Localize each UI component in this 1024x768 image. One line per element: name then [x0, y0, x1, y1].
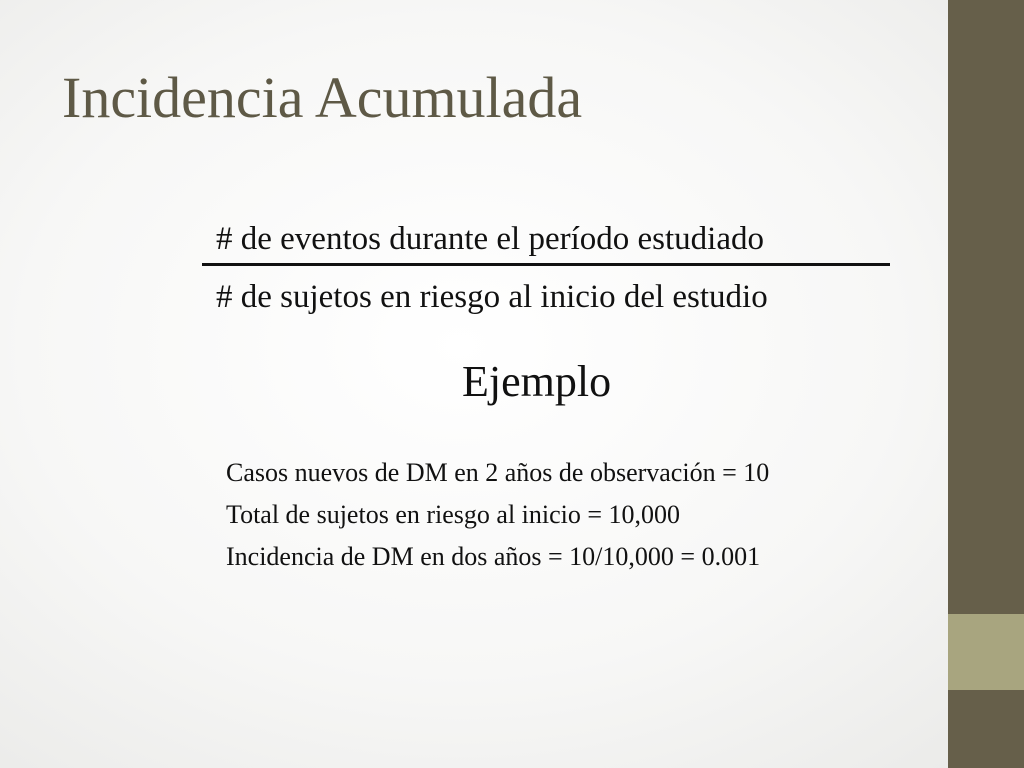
example-line-incidence-result: Incidencia de DM en dos años = 10/10,000 = 0.001	[226, 542, 761, 571]
formula-denominator: # de sujetos en riesgo al inicio del estudio	[216, 279, 768, 315]
fraction-bar	[202, 263, 890, 266]
formula-numerator: # de eventos durante el período estudiado	[216, 221, 764, 257]
example-line-total-at-risk: Total de sujetos en riesgo al inicio = 10,000	[226, 500, 681, 529]
side-bar-accent-block	[948, 614, 1024, 690]
slide-title: Incidencia Acumulada	[62, 65, 583, 130]
example-heading: Ejemplo	[462, 357, 612, 406]
example-line-new-cases: Casos nuevos de DM en 2 años de observación = 10	[226, 458, 770, 487]
example-lines	[226, 452, 769, 578]
